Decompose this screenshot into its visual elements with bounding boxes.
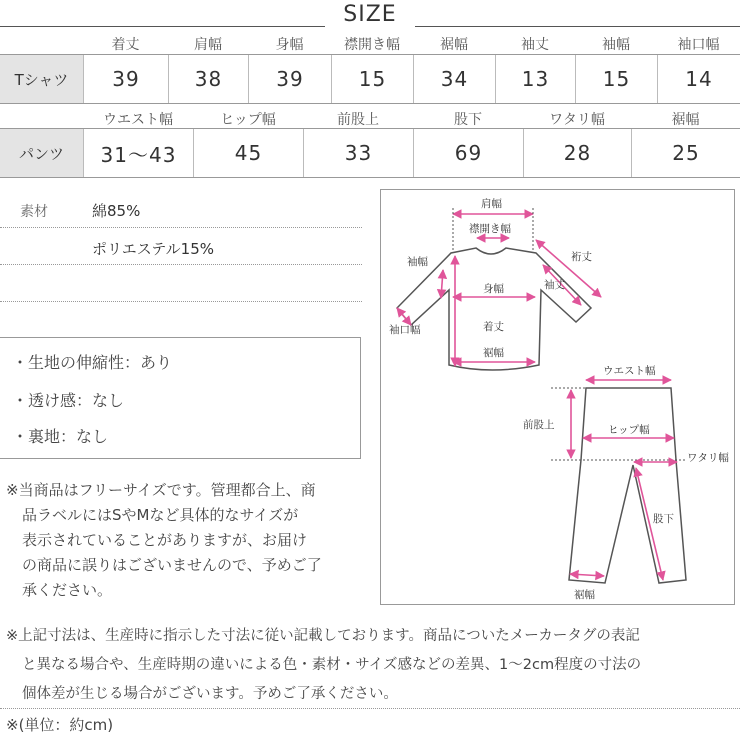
dotted-divider	[0, 227, 362, 228]
tshirt-value: 39	[83, 55, 168, 103]
diag-length-label: 着丈	[483, 321, 504, 333]
tshirt-value: 15	[331, 55, 413, 103]
pants-value: 31〜43	[83, 129, 193, 177]
pants-value: 69	[413, 129, 523, 177]
note-line: と異なる場合や、生産時期の違いによる色・素材・サイズ感などの差異、1〜2cm程度の寸法の	[22, 657, 642, 673]
pants-outline	[569, 388, 686, 583]
tshirt-label: Tシャツ	[0, 55, 83, 103]
note-line: 品ラベルにはSやMなど具体的なサイズが	[22, 506, 299, 524]
diag-shoulder-label: 肩幅	[481, 198, 502, 210]
title-rule-right	[415, 26, 740, 27]
diag-hip-label: ヒップ幅	[608, 424, 650, 436]
pants-value: 25	[631, 129, 740, 177]
tshirt-header: 襟開き幅	[344, 37, 400, 53]
diag-pants-hem-label: 裾幅	[574, 589, 595, 601]
material-cotton: 綿85%	[92, 202, 141, 220]
feature-sheer: ・透け感：なし	[12, 391, 125, 410]
diag-waist-label: ウエスト幅	[603, 365, 656, 377]
page-title: SIZE	[343, 2, 397, 27]
tshirt-header: 肩幅	[194, 37, 222, 53]
pants-hem-arrow	[570, 574, 604, 576]
dotted-divider	[0, 708, 740, 709]
note-line: ※当商品はフリーサイズです。管理都合上、商	[6, 481, 316, 499]
pants-row	[0, 128, 740, 178]
pants-header: 股下	[454, 112, 482, 128]
tshirt-header: 裾幅	[440, 37, 468, 53]
diag-sleeve-width-label: 袖幅	[407, 256, 428, 268]
note-line: ※上記寸法は、生産時に指示した寸法に従い記載しております。商品についたメーカータグの表記	[6, 628, 640, 644]
pants-header: 前股上	[337, 112, 379, 128]
tshirt-value: 38	[168, 55, 248, 103]
note-line: の商品に誤りはございませんので、予めご了	[22, 556, 322, 574]
diag-rise-label: 前股上	[523, 419, 555, 431]
pants-header: 裾幅	[671, 112, 700, 128]
tshirt-header: 着丈	[111, 37, 140, 53]
feature-stretch: ・生地の伸縮性：あり	[12, 353, 173, 372]
tshirt-value: 14	[657, 55, 740, 103]
pants-header: ウエスト幅	[103, 112, 173, 128]
sleeve-width-arrow	[441, 270, 443, 298]
note-line: 表示されていることがありますが、お届け	[22, 531, 308, 549]
tshirt-value: 15	[575, 55, 657, 103]
title-rule-left	[0, 26, 325, 27]
pants-value: 28	[523, 129, 631, 177]
pants-header: ヒップ幅	[220, 112, 276, 128]
tshirt-value: 39	[248, 55, 331, 103]
diag-cuff-label: 袖口幅	[389, 324, 421, 336]
pants-value: 33	[303, 129, 413, 177]
pants-header: ワタリ幅	[549, 112, 605, 128]
measurement-note	[6, 622, 738, 709]
measurement-diagram-svg	[381, 190, 736, 606]
free-size-note	[6, 478, 366, 603]
diag-hem-label: 裾幅	[483, 347, 504, 359]
tshirt-value: 13	[495, 55, 575, 103]
diag-body-width-label: 身幅	[483, 283, 504, 295]
diag-inseam-label: 股下	[653, 513, 674, 525]
note-line: 承ください。	[22, 581, 113, 599]
feature-lining: ・裏地：なし	[12, 427, 109, 446]
tshirt-header: 袖丈	[521, 37, 549, 53]
diag-thigh-label: ワタリ幅	[687, 452, 729, 464]
cuff-arrow	[397, 308, 411, 325]
measurement-diagram	[380, 189, 735, 605]
note-line: 個体差が生じる場合がございます。予めご了承ください。	[22, 686, 398, 702]
diag-neck-label: 襟開き幅	[469, 223, 511, 235]
dotted-divider	[0, 301, 362, 302]
pants-value: 45	[193, 129, 303, 177]
diag-sleeve-label: 袖丈	[544, 279, 565, 291]
diag-sleeve-length-label: 裄丈	[571, 251, 592, 263]
tshirt-header: 身幅	[275, 37, 304, 53]
dotted-divider	[0, 264, 362, 265]
tshirt-value: 34	[413, 55, 495, 103]
tshirt-header: 袖幅	[602, 37, 630, 53]
material-polyester: ポリエステル15%	[92, 240, 214, 258]
material-label: 素材	[20, 204, 48, 220]
pants-label: パンツ	[0, 129, 83, 177]
tshirt-row	[0, 54, 740, 104]
tshirt-header: 袖口幅	[677, 37, 720, 53]
fabric-features-box	[0, 337, 361, 459]
unit-note: ※(単位：約cm)	[6, 716, 114, 734]
